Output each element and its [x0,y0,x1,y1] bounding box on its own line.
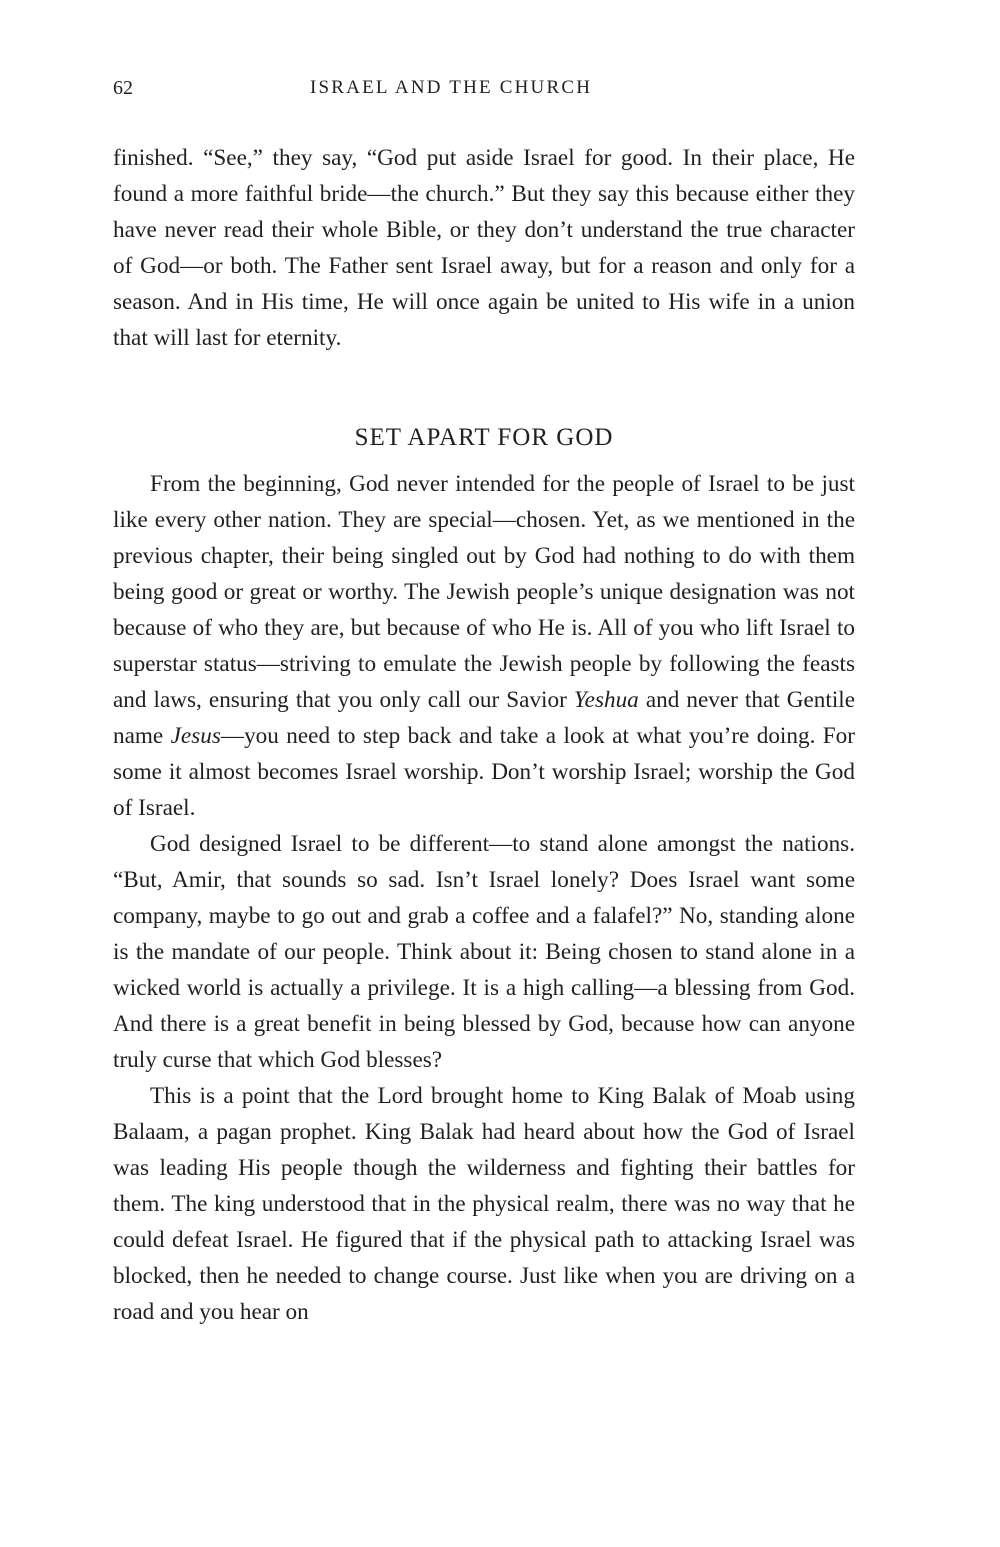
paragraph-text: —you need to step back and take a look at what you’re doing. For some it almost becomes Israel worship. Don’t worship Israel; worship the God of Israel. [113,723,855,821]
paragraph-set-apart [113,466,855,826]
paragraph-balak: This is a point that the Lord brought home to King Balak of Moab using Balaam, a pagan prophet. King Balak had heard about how the God of Israel was leading His people though the wilderness and fighting their battles for them. The king understood that in the physical realm, there was no way that he could defeat Israel. He figured that if the physical path to attacking Israel was blocked, then he needed to change course. Just like when you are driving on a road and you hear on [113,1083,855,1325]
book-page [113,70,855,1330]
paragraph-stand-alone: God designed Israel to be different—to stand alone amongst the nations. “But, Amir, that sounds so sad. Isn’t Israel lonely? Does Israel want some company, maybe to go out and grab a coffee and a falafel?” No, standing alone is the mandate of our people. Think about it: Being chosen to stand alone in a wicked world is actually a privilege. It is a high calling—a blessing from God. And there is a great benefit in being blessed by God, because how can anyone truly curse that which God blesses? [113,831,855,1073]
paragraph-continuation: finished. “See,” they say, “God put aside Israel for good. In their place, He found a more faithful bride—the church.” But they say this because either they have never read their whole Bible, or they don’t understand the true character of God—or both. The Father sent Israel away, but for a reason and only for a season. And in His time, He will once again be united to His wife in a union that will last for eternity. [113,145,855,351]
page-number: 62 [113,77,133,99]
italic-word-yeshua: Yeshua [573,687,639,713]
italic-word-jesus: Jesus [170,723,221,749]
section-heading: SET APART FOR GOD [354,424,614,451]
body-text [113,140,855,1330]
running-head [113,70,855,106]
running-title: ISRAEL AND THE CHURCH [310,77,593,98]
paragraph-text: and never that Gentile name [113,687,856,749]
paragraph-text: From the beginning, God never intended for the people of Israel to be just like every other nation. They are special—chosen. Yet, as we mentioned in the previous chapter, their being singled out by God had nothing to do with them being good or great or worthy. The Jewish people’s unique designation was not because of who they are, but because of who He is. All of you who lift Israel to superstar status—striving to emulate the Jewish people by following the feasts and laws, ensuring that you only call our Savior [113,471,855,713]
